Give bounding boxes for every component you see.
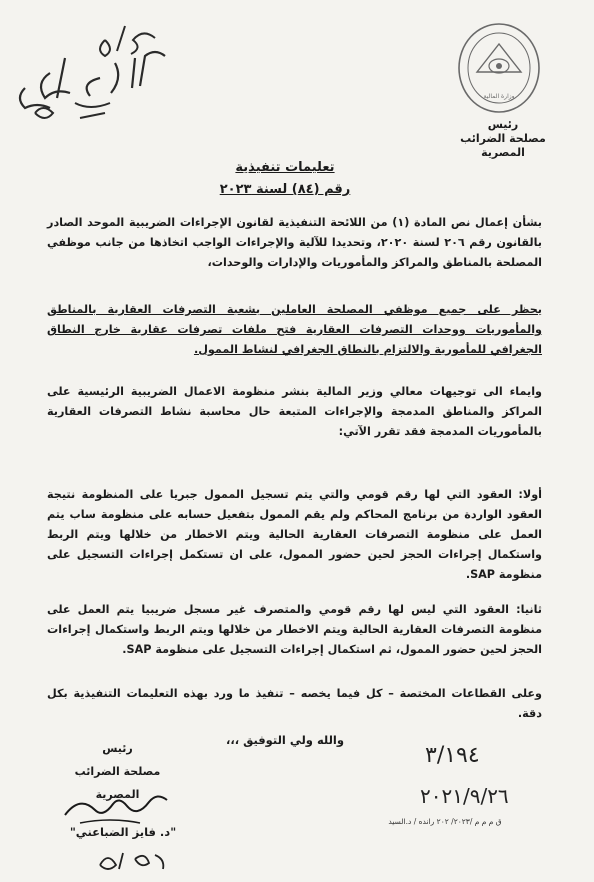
document-title: تعليمات تنفيذية (235, 160, 335, 175)
signature-org: مصلحة الضرائب المصرية (74, 765, 161, 801)
ministry-seal-icon (455, 20, 543, 120)
paragraph-prohibition: يحظر على جميع موظفي المصلحة العاملين بشعبة التصرفات العقارية بالمناطق والمأموريات ووحدات التصرفات العقارية فتح ملفات تصرفات عقارية خارج النطاق الجغرافي للمأمورية والالتزام بالنطاق الجغرافي لنشاط الممول. (47, 303, 542, 356)
paragraph-instruction: وعلى القطاعات المختصة – كل فيما يخصه – تنفيذ ما ورد بهذه التعليمات التنفيذية بكل دقة. (47, 687, 542, 720)
paragraph-preamble: بشأن إعمال نص المادة (١) من اللائحة التنفيذية لقانون الإجراءات الضريبية الموحد الصادر بالقانون رقم ٢٠٦ لسنة ٢٠٢٠، وتحديدا للآلية والإجراءات الواجب اتخاذها من جانب موظفي المصلحة بالمناطق والمراكز والمأموريات والإدارات والوحدات، (47, 216, 543, 269)
handwritten-date: ٢٠٢١/٩/٢٦ (420, 784, 509, 808)
seal-text: وزارة المالية (483, 93, 515, 100)
header-org (438, 118, 568, 160)
handwritten-annotation (5, 18, 180, 133)
closing-phrase: والله ولي التوفيق ،،، (225, 733, 345, 747)
header-title: رئيس (487, 118, 519, 131)
signature-block (60, 737, 175, 806)
document-number: رقم (٨٤) لسنة ٢٠٢٣ (219, 182, 351, 197)
initials-scribble (95, 845, 170, 875)
signature-title: رئيس (102, 742, 133, 755)
paragraph-first-rule: أولا: العقود التي لها رقم قومي والتي يتم تسجيل الممول جبريا على المنظومة نتيجة العقود الواردة من برنامج المحاكم ولم يقم الممول بتفعيل حسابه على منظومة ساب يتم العمل على منظومة التصرفات العقارية الحالية ويتم الاخطار من خلالها ويتم الربط واستكمال إجراءات الحجز لحين حضور الممول، على ان تستكمل إجراءات التسجيل على منظومة SAP. (47, 488, 542, 581)
paragraph-directive: وايماء الى توجيهات معالي وزير المالية بنشر منظومة الاعمال الضريبية الرئيسية على المراكز والمناطق المدمجة والإجراءات المتبعة حال محاسبة نشاط التصرفات العقارية بالمأموريات المدمجة فقد تقرر الآتي: (47, 385, 542, 438)
paragraph-second-rule: ثانيا: العقود التي ليس لها رقم قومي والمتصرف غير مسجل ضريبيا يتم العمل على منظومة التصرفات العقارية الحالية ويتم الاخطار من خلالها ويتم الربط واستكمال إجراءات الحجز لحين حضور الممول، ثم استكمال إجراءات التسجيل على منظومة SAP. (47, 603, 542, 656)
signer-name: "د. فايز الضباعني" (69, 825, 177, 839)
header-org-name: مصلحة الضرائب المصرية (460, 132, 546, 159)
reference-line: ق م م م /٢٠٢٣/ ٢٠٢ رانده / د.السيد (388, 817, 502, 826)
handwritten-reference: ٣/١٩٤ (425, 743, 480, 768)
